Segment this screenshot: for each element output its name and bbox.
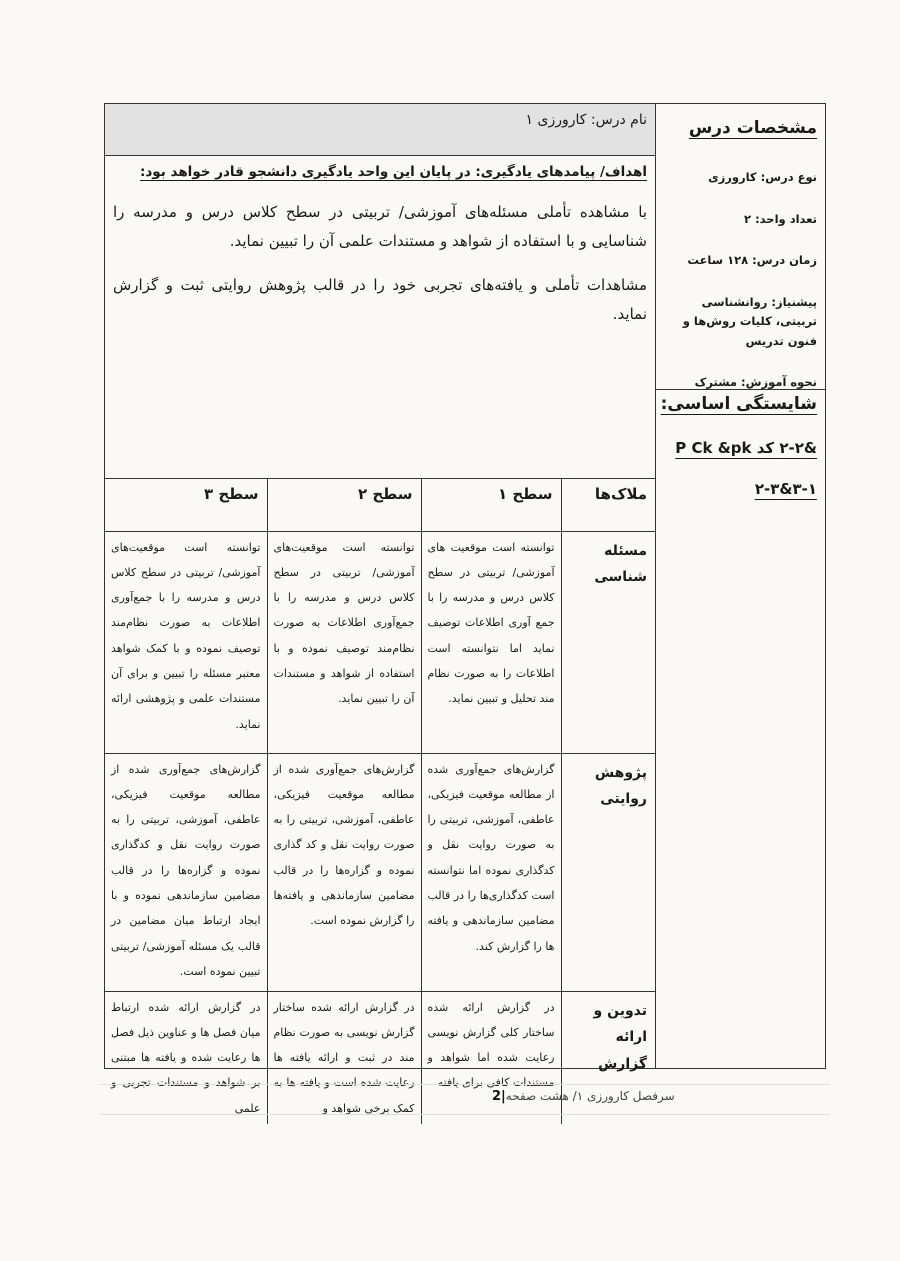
level-3-cell: توانسته است موقعیت‌های آموزشی/ تربیتی در سطح کلاس درس و مدرسه را با جمع‌آوری اطلاعات به صورت نظام‌مند توصیف نموده و با کمک شواهد معتبر مسئله را تبیین و برای آن مستندات علمی و پژوهشی ارائه نماید.	[105, 531, 267, 753]
goals-title: اهداف/ پیامدهای یادگیری: در پایان این واحد یادگیری دانشجو قادر خواهد بود:	[139, 164, 647, 180]
footer-text: سرفصل کارورزی ۱/ هشت صفحه	[505, 1089, 675, 1103]
criterion-cell: تدوین و ارائه گزارش	[561, 991, 655, 1124]
course-specs-column	[655, 104, 825, 1068]
header-level-1: سطح ۱	[421, 479, 561, 531]
goal-item: با مشاهده تأملی مسئله‌های آموزشی/ تربیتی در سطح کلاس درس و مدرسه را شناسایی و با استفاده از شواهد و مستندات علمی آن را تبیین نماید.	[113, 203, 647, 251]
spec-prerequisite: پیشنیاز: روانشناسی تربیتی، کلیات روش‌ها و فنون تدریس	[682, 294, 817, 348]
competency-code-line1: &۲-۲ کد P Ck &pk	[675, 439, 817, 457]
footer-rule	[100, 1114, 830, 1115]
rubric-header-row	[105, 479, 655, 531]
level-1-cell: توانسته است موقعیت های آموزشی/ تربیتی در سطح کلاس درس و مدرسه را با جمع آوری اطلاعات توصیف نماید اما نتوانسته است اطلاعات را به صورت نظام مند تحلیل و تبیین نماید.	[421, 531, 561, 753]
footer-rule	[100, 1084, 830, 1085]
criterion-cell: پژوهش روایتی	[561, 753, 655, 991]
header-level-3: سطح ۳	[105, 479, 267, 531]
table-row	[105, 753, 655, 991]
level-2-cell: توانسته است موقعیت‌های آموزشی/ تربیتی در سطح کلاس درس و مدرسه را با جمع‌آوری اطلاعات به صورت نظام‌مند توصیف نموده و با استفاده از شواهد و مستندات آن را تبیین نماید.	[267, 531, 421, 753]
rubric-table	[105, 479, 655, 1124]
page-footer: سرفصل کارورزی ۱/ هشت صفحه|2	[492, 1089, 675, 1104]
criterion-cell: مسئله شناسی	[561, 531, 655, 753]
page-number: 2	[492, 1089, 502, 1104]
level-2-cell: در گزارش ارائه شده ساختار گزارش نویسی به صورت نظام مند در ثبت و ارائه یافته ها رعایت شده است و یافته ها به کمک برخی شواهد و	[267, 991, 421, 1124]
level-3-cell: در گزارش ارائه شده ارتباط میان فصل ها و عناوین ذیل فصل ها رعایت شده و یافته ها مبتنی بر شواهد و مستندات تجربی و علمی	[105, 991, 267, 1124]
table-row	[105, 531, 655, 753]
learning-goals	[105, 156, 655, 479]
goal-item: مشاهدات تأملی و یافته‌های تجربی خود را در قالب پژوهش روایتی ثبت و گزارش نماید.	[113, 275, 647, 323]
level-2-cell: گزارش‌های جمع‌آوری شده از مطالعه موقعیت فیزیکی، عاطفی، آموزشی، تربیتی را به صورت روایت نقل و کد گذاری نموده و گزاره‌ها را در قالب مضامین سازماندهی و یافته‌ها را گزارش نموده است.	[267, 753, 421, 991]
level-1-cell: گزارش‌های جمع‌آوری شده از مطالعه موقعیت فیزیکی، عاطفی، آموزشی، تربیتی را به صورت روایت نقل و کدگذاری نموده اما نتوانسته است کدگذاری‌ها را در قالب مضامین سازماندهی و یافته ها را گزارش کند.	[421, 753, 561, 991]
specs-title: مشخصات درس	[688, 118, 817, 138]
header-criteria: ملاک‌ها	[561, 479, 655, 531]
competency-title: شایستگی اساسی:	[660, 394, 817, 414]
spec-method: نحوه آموزش: مشترک	[694, 375, 817, 390]
spec-duration: زمان درس: ۱۲۸ ساعت	[687, 253, 817, 268]
course-name: نام درس: کارورزی ۱	[105, 104, 655, 156]
header-level-2: سطح ۲	[267, 479, 421, 531]
table-row	[105, 991, 655, 1124]
level-1-cell: در گزارش ارائه شده ساختار کلی گزارش نویسی رعایت شده اما شواهد و مستندات کافی برای یافته	[421, 991, 561, 1124]
level-3-cell: گزارش‌های جمع‌آوری شده از مطالعه موقعیت فیزیکی، عاطفی، آموزشی، تربیتی را به صورت روایت نقل و کدگذاری نموده و گزاره‌ها را در قالب مضامین سازماندهی نموده و با ایجاد ارتباط میان مضامین در قالب یک مسئله آموزشی/ تربیتی تبیین نموده است.	[105, 753, 267, 991]
spec-type: نوع درس: کارورزی	[708, 170, 817, 184]
competency-code-line2: ۳-۱&۲-۳	[754, 480, 817, 498]
spec-units: تعداد واحد: ۲	[744, 211, 817, 226]
competency-divider	[655, 389, 825, 390]
